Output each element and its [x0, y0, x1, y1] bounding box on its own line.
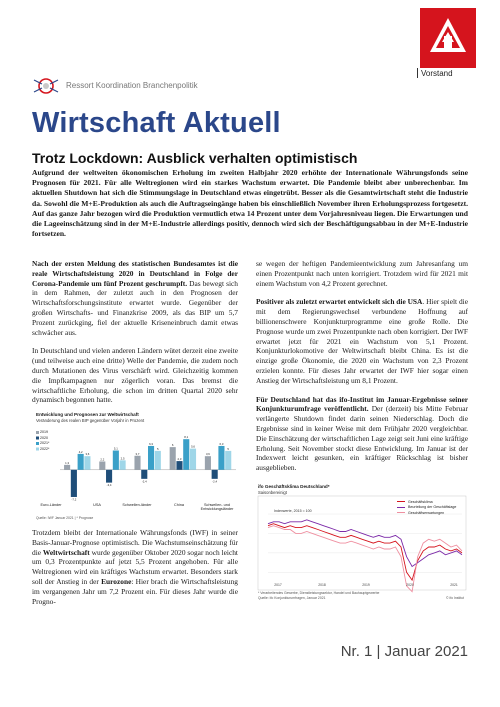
data-label: 6,3	[149, 441, 153, 446]
paragraph: se wegen der heftigen Pandemieentwicklung zum Jahresanfang um einen Prozentpunkt nach unten korrigiert. Trotzdem wird für 2021 mit einem Wachstum von 4,2 Prozent gerechnet.	[256, 259, 468, 288]
bar	[71, 470, 77, 497]
paragraph-lead: Für Deutschland hat das ifo-Institut im Januar-Ergebnisse seiner Konjunkturumfrage veröffentlicht.	[256, 394, 468, 414]
data-label: -7,2	[71, 497, 77, 502]
data-label: 3,6	[85, 452, 90, 457]
ig-metall-logo	[420, 8, 476, 68]
paragraph	[32, 259, 238, 337]
bar	[183, 439, 189, 470]
data-label: 2,5	[120, 456, 125, 461]
category-label: Euro-Länder	[40, 503, 62, 507]
paragraph	[32, 528, 238, 606]
x-tick-label: 2018	[318, 583, 326, 587]
data-label: 1,3	[65, 460, 70, 465]
bar	[106, 470, 112, 483]
legend-label: Geschäftsklima	[408, 499, 433, 504]
x-tick-label: 2017	[274, 583, 282, 587]
bar	[148, 446, 154, 470]
data-label: 8,1	[184, 435, 189, 440]
paragraph	[256, 395, 468, 473]
x-tick-label: 2020	[406, 583, 414, 587]
chart-footnote-line: Quelle: ifo Konjunkturumfragen, Januar 2021	[258, 595, 326, 600]
legend-swatch	[397, 507, 405, 508]
data-label: 3,7	[135, 451, 140, 456]
paragraph-text: Trotzdem bleibt der Internationale Währungsfonds (IWF) in seiner Basis-Januar-Prognose optimistisch. Die Wachstumseinschätzung für die	[32, 528, 238, 557]
bar	[205, 456, 211, 470]
category-label: Schwellen- und Entwicklungsländer	[200, 503, 234, 512]
x-tick-label: 2019	[362, 583, 370, 587]
paragraph-text: Das bewegt sich in dem Rahmen, der zuletzt auch in den Prognosen der Wirtschaftsforschungsinstitute erwartet wurde. Gegenüber der großen Wirtschafts- und Finanzkrise 2009, als das BIP um 5,7 Prozent zurückging, fiel der aktuelle Kriseneinbruch damit etwas schwächer aus.	[32, 278, 238, 337]
legend-entry: 2021*	[40, 441, 50, 445]
issue-number: Nr. 1 | Januar 2021	[340, 643, 468, 660]
legend-swatch	[397, 512, 405, 513]
category-label: USA	[93, 503, 101, 507]
chart-legend	[40, 430, 49, 452]
chart-axis-tag: Indexwerte, 2015 = 100	[274, 509, 312, 513]
intro-paragraph: Aufgrund der weltweiten ökonomischen Erholung im zweiten Halbjahr 2020 erhöhte der Internationale Währungsfonds seine Prognosen für 2021. Für alle Weltregionen wird ein starkes Wachstum erwartet. Die Pandemie bleibt aber unberechenbar. Im aktuellen Shutdown hat sich die Stimmungslage in Deutschland etwas eingetrübt. Besser als die Gesamtwirtschaft steht die Industrie da. Sowohl die M+E-Produktion als auch die Auftragseingänge haben bis einschließlich November ihren Erholungsprozess fortgesetzt. Auf das ganze Jahr bezogen wird die Produktion vermutlich etwa 14 Prozent unter dem Vorjahresniveau liegen. Die Erwartungen und die Lageeinschätzung sind in der M+E-Industrie allerdings positiv, dennoch wird sich der Beschäftigungsabbau in der M+E-Industrie fortsetzen.	[32, 168, 468, 239]
bar	[212, 470, 218, 479]
series-line	[268, 526, 462, 592]
data-label: 6	[171, 443, 174, 448]
data-label: -2,4	[212, 479, 218, 484]
legend-entry: 2022*	[40, 446, 50, 451]
legend-swatch	[36, 442, 39, 445]
data-label: -2,4	[141, 479, 147, 484]
data-label: 5	[157, 446, 159, 451]
paragraph-text: . Hier spielt die mit dem Regierungswechsel verbundene Hoffnung auf billionenschwere Konjunkturprogramme eine große Rolle. Die Prognose wurde um zwei Prozentpunkte nach oben korrigiert. Der IWF erwartet jetzt für 2021 ein Wachstum von 5,1 Prozent. Konjunkturlokomotive der Weltwirtschaft bleibt China. Es ist die einzige große Ökonomie, die 2020 ein Wachstum von 2,3 Prozent erzielen konnte. Für dieses Jahr erwartet der IWF hier sogar einen Anstieg der Wirtschaftsleistung um 8,1 Prozent.	[256, 297, 468, 385]
bar	[176, 461, 182, 470]
column-left-top	[32, 259, 238, 414]
paragraph-text: wurde gegenüber Oktober 2020 sogar noch leicht um 0,3 Prozentpunkte auf jetzt 5,5 Prozent angehoben. Für alle Weltregionen wird ein kräftiges Wachstum erwartet. Besonders stark soll der Anstieg in der	[32, 547, 238, 586]
legend-label: Geschäftserwartungen	[408, 510, 445, 515]
data-label: 5	[227, 446, 229, 451]
chart-title: ifo Geschäftsklima Deutschland*	[258, 484, 330, 489]
legend-swatch	[36, 437, 39, 440]
chart-legend	[397, 499, 456, 516]
paragraph-emphasis: Weltwirtschaft	[42, 547, 90, 557]
paragraph: In Deutschland und vielen anderen Ländern wütet derzeit eine zweite (und teilweise auch eine dritte) Welle der Pandemie, die zudem noch durch Mutationen des Virus verschärft wird. Gleichzeitig kommen die Impfkampagnen nur zögerlich voran. Das bremst die wirtschaftliche Erholung, die schon im dritten Quartal 2020 sehr dynamisch begonnen hatte.	[32, 346, 238, 405]
page-subtitle: Trotz Lockdown: Ausblick verhalten optimistisch	[32, 150, 358, 166]
data-label: 4,2	[78, 449, 83, 454]
bar	[64, 465, 70, 470]
legend-swatch	[397, 501, 405, 502]
bar	[113, 451, 119, 470]
paragraph-text: : Hier brach die Wirtschaftsleistung im vergangenen Jahr um 7,2 Prozent ein. Für dieses Jahr wurde die Progno-	[32, 576, 238, 606]
data-label: -3,4	[106, 483, 112, 488]
legend-swatch	[36, 431, 39, 434]
column-right	[256, 259, 468, 482]
page-title: Wirtschaft Aktuell	[32, 107, 281, 139]
data-label: 3,6	[205, 452, 210, 457]
data-label: 2,2	[100, 457, 105, 462]
vorstand-divider	[417, 68, 418, 78]
data-label: 2,3	[177, 457, 182, 462]
ifo-business-climate-chart	[256, 484, 468, 608]
bar	[78, 454, 84, 470]
data-label: 6,3	[219, 441, 224, 446]
chart-footnote-line: * Verarbeitendes Gewerbe, Dienstleistungssektor, Handel und Bauhauptgewerbe	[258, 591, 380, 595]
legend-label: Beurteilung der Geschäftslage	[408, 505, 457, 510]
bar	[190, 449, 196, 470]
chart-copyright: © ifo Institut	[446, 596, 464, 600]
bar	[218, 446, 224, 470]
paragraph-emphasis: Eurozone	[101, 576, 132, 586]
bar	[170, 447, 176, 470]
chart-footnote: Quelle: IWF Januar 2021 | * Prognose	[36, 516, 94, 520]
bar	[141, 470, 147, 479]
legend-entry: 2019	[40, 430, 48, 434]
data-label: 5,6	[191, 444, 195, 449]
chart-footnote	[258, 591, 379, 600]
x-tick-label: 2021	[450, 583, 458, 587]
bar	[155, 451, 161, 470]
legend-swatch	[36, 448, 39, 451]
data-label: 5,1	[113, 446, 118, 451]
bar	[120, 460, 126, 469]
chart-subtitle: Veränderung des realen BIP gegenüber Vorjahr in Prozent	[36, 418, 145, 423]
paragraph-lead: Positiver als zuletzt erwartet entwickelt sich die USA	[256, 297, 423, 307]
vorstand-label: Vorstand	[421, 69, 453, 78]
bar	[99, 461, 105, 469]
ressort-logo-icon	[32, 74, 62, 103]
paragraph	[256, 297, 468, 385]
gdp-forecast-chart	[32, 410, 240, 524]
ressort-label: Ressort Koordination Branchenpolitik	[66, 81, 198, 90]
bar	[225, 451, 231, 470]
series-line	[268, 524, 462, 580]
chart-title: Entwicklung und Prognosen zur Weltwirtschaft	[36, 412, 139, 417]
paragraph-text: Der (derzeit) bis Mitte Februar verlängerte Shutdown findet darin seinen Niederschlag. Doch die Ergebnisse sind in keiner Weise mit dem Frühjahr 2020 vergleichbar. Die Einschätzung der wirtschaftlichen Lage zeigt seit Juni eine kräftige Erholung. Seit November stockt diese Entwicklung. Im Januar ist der Indexwert leicht gesunken, ein kräftiger Rückschlag ist bisher ausgeblieben.	[256, 404, 468, 473]
category-label: China	[174, 503, 184, 507]
bar	[84, 456, 90, 470]
series-line	[268, 520, 462, 567]
category-label: Schwellen-länder	[122, 503, 152, 507]
legend-entry: 2020	[40, 435, 48, 440]
column-left-bottom	[32, 528, 238, 615]
bar	[134, 456, 140, 470]
paragraph-lead: Nach der ersten Meldung des statistischen Bundesamtes ist die reale Wirtschaftsleistung 2020 in Deutschland in Folge der Corona-Pandemie um fünf Prozent geschrumpft.	[32, 259, 238, 288]
chart-subtitle: Saisonbereinigt	[258, 490, 287, 495]
legend-entry	[397, 510, 456, 516]
